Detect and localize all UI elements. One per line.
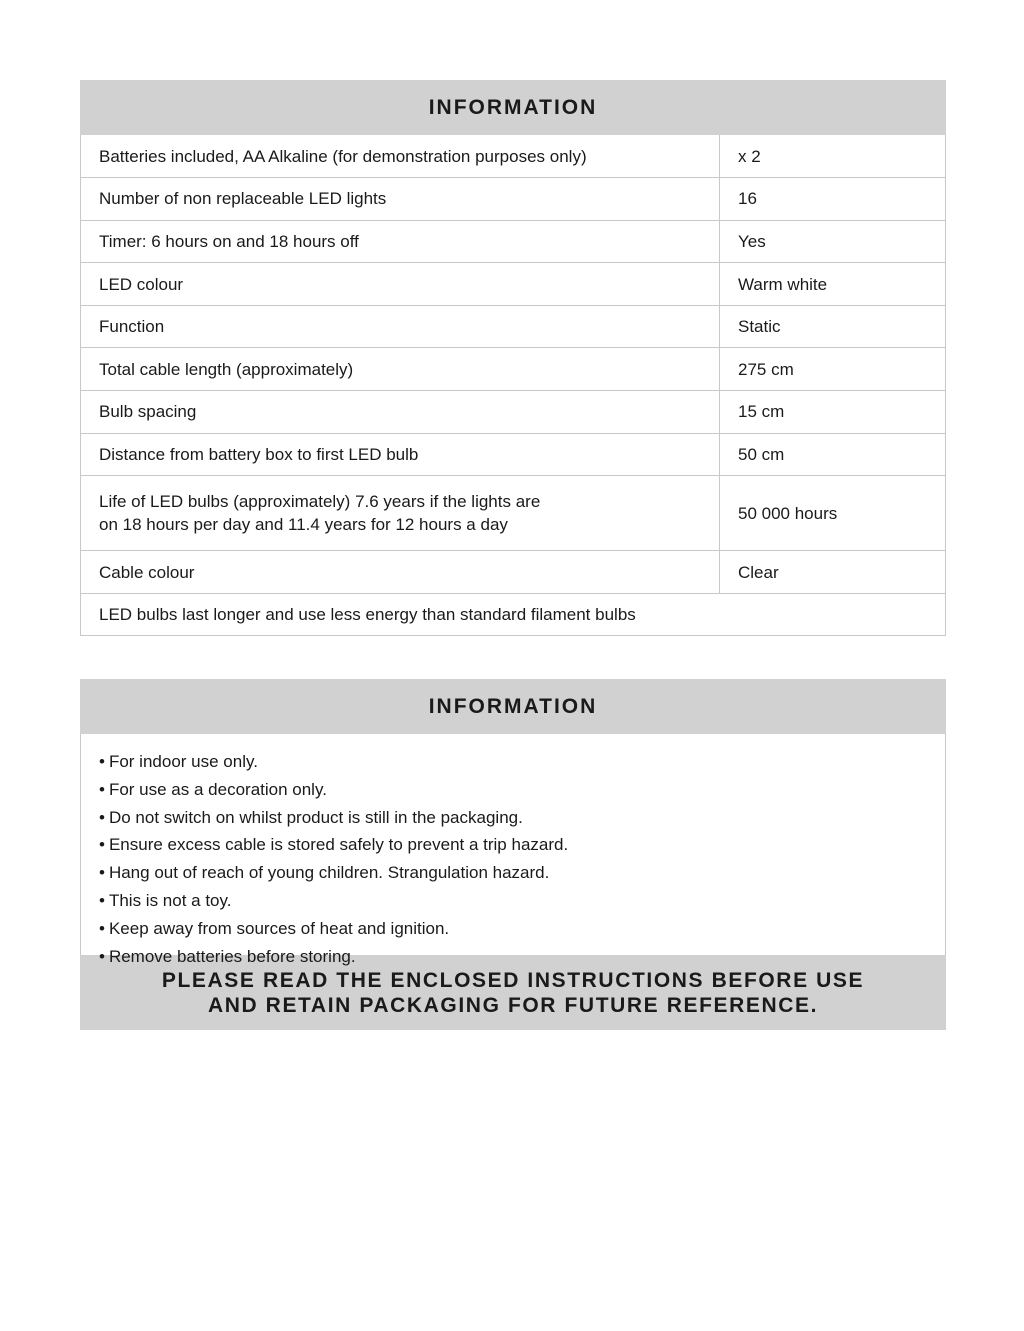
list-item [99,915,927,943]
row-label: Function [81,305,720,348]
list-item [99,776,927,804]
bullet-icon: • [99,779,105,799]
table-row [81,135,946,178]
list-item-text: Remove batteries before storing. [108,946,356,966]
table-row [81,551,946,594]
list-item-text: Do not switch on whilst product is still in the packaging. [108,807,523,827]
row-value: 275 cm [720,348,946,391]
safety-information-header: INFORMATION [80,679,946,734]
row-label: Bulb spacing [81,391,720,434]
bullet-icon: • [99,890,105,910]
table-row [81,433,946,476]
row-value: 50 000 hours [720,476,946,551]
row-value: 16 [720,178,946,221]
row-label [81,476,720,551]
row-value: 50 cm [720,433,946,476]
row-value: x 2 [720,135,946,178]
table-row [81,391,946,434]
safety-list-container [80,734,946,966]
list-item-text: Keep away from sources of heat and ignition. [108,918,450,938]
list-item-text: For use as a decoration only. [108,779,327,799]
bullet-icon: • [99,835,105,855]
row-value: Clear [720,551,946,594]
row-label: Total cable length (approximately) [81,348,720,391]
table-row [81,178,946,221]
table-row [81,593,946,636]
row-label-line: Life of LED bulbs (approximately) 7.6 years if the lights are [99,492,541,512]
row-label: Cable colour [81,551,720,594]
list-item [99,859,927,887]
list-item [99,804,927,832]
list-item [99,748,927,776]
list-item-text: Hang out of reach of young children. Strangulation hazard. [108,863,550,883]
list-item-text: This is not a toy. [108,890,232,910]
row-value: Static [720,305,946,348]
table-row [81,263,946,306]
banner-line: AND RETAIN PACKAGING FOR FUTURE REFERENCE. [207,993,819,1017]
safety-list [99,748,927,970]
information-table-header: INFORMATION [80,80,946,135]
information-table-section [80,80,946,636]
table-row [81,220,946,263]
row-value: Yes [720,220,946,263]
bullet-icon: • [99,918,105,938]
banner-line: PLEASE READ THE ENCLOSED INSTRUCTIONS BEFORE USE [161,968,865,992]
bullet-icon: • [99,807,105,827]
row-label: Batteries included, AA Alkaline (for demonstration purposes only) [81,135,720,178]
information-table [80,135,946,636]
bullet-icon: • [99,946,105,966]
list-item-text: For indoor use only. [108,752,258,771]
row-label-line: on 18 hours per day and 11.4 years for 12 hours a day [99,515,508,535]
row-label: LED colour [81,263,720,306]
row-label: Distance from battery box to first LED bulb [81,433,720,476]
bullet-icon: • [99,752,105,771]
bullet-icon: • [99,863,105,883]
list-item [99,831,927,859]
row-label: Number of non replaceable LED lights [81,178,720,221]
table-row [81,476,946,551]
row-value: Warm white [720,263,946,306]
led-note: LED bulbs last longer and use less energy than standard filament bulbs [81,593,946,636]
row-label: Timer: 6 hours on and 18 hours off [81,220,720,263]
safety-information-section [80,679,946,1030]
table-row [81,348,946,391]
row-value: 15 cm [720,391,946,434]
table-row [81,305,946,348]
list-item [99,887,927,915]
list-item-text: Ensure excess cable is stored safely to prevent a trip hazard. [108,835,569,855]
